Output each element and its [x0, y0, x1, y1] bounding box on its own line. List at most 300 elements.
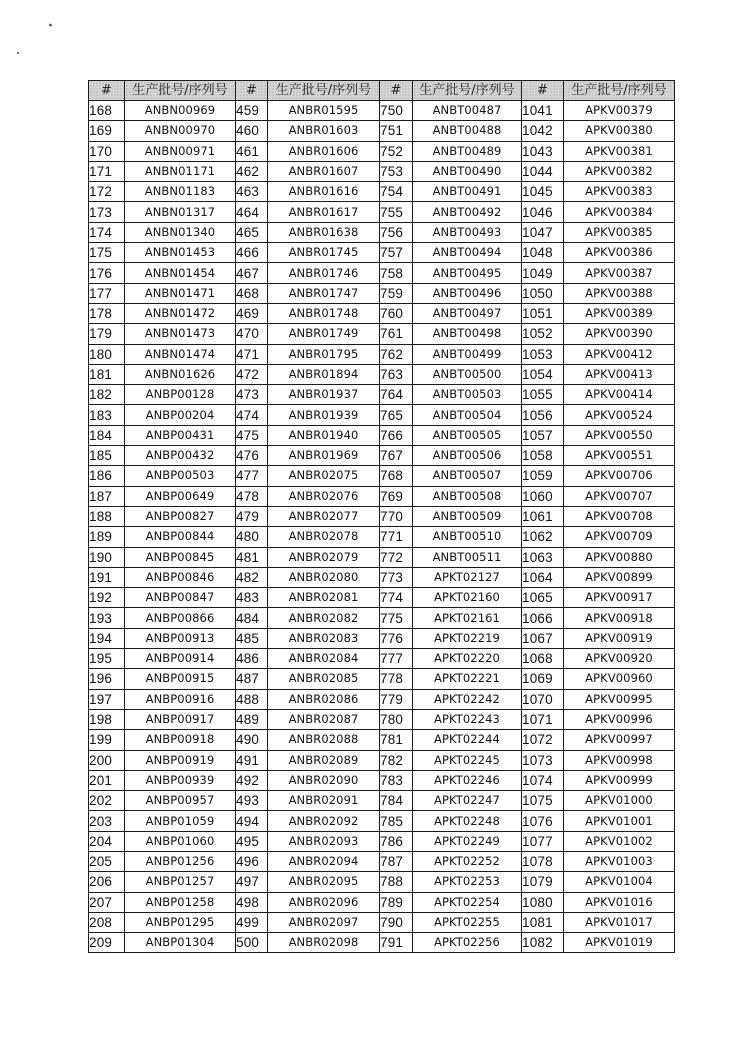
serial-number-cell: ANBT00506 [413, 446, 522, 466]
serial-number-cell: ANBR01746 [268, 263, 380, 283]
row-index-cell: 494 [236, 811, 268, 831]
row-index-cell: 1072 [522, 730, 564, 750]
row-index-cell: 1057 [522, 425, 564, 445]
serial-number-cell: APKV00960 [564, 669, 675, 689]
row-index-cell: 192 [89, 588, 125, 608]
row-index-cell: 486 [236, 649, 268, 669]
table-row [89, 567, 675, 587]
serial-number-cell: APKV00390 [564, 324, 675, 344]
row-index-cell: 1082 [522, 933, 564, 953]
serial-number-cell: APKV00709 [564, 527, 675, 547]
row-index-cell: 760 [380, 303, 413, 323]
row-index-cell: 751 [380, 121, 413, 141]
row-index-cell: 481 [236, 547, 268, 567]
row-index-cell: 777 [380, 649, 413, 669]
row-index-cell: 763 [380, 364, 413, 384]
serial-number-cell: ANBR01939 [268, 405, 380, 425]
row-index-cell: 175 [89, 243, 125, 263]
row-index-cell: 769 [380, 486, 413, 506]
serial-number-cell: ANBR01606 [268, 141, 380, 161]
table-row [89, 608, 675, 628]
serial-number-cell: ANBT00500 [413, 364, 522, 384]
row-index-cell: 780 [380, 709, 413, 729]
row-index-cell: 174 [89, 222, 125, 242]
row-index-cell: 460 [236, 121, 268, 141]
row-index-cell: 1059 [522, 466, 564, 486]
row-index-cell: 774 [380, 588, 413, 608]
row-index-cell: 181 [89, 364, 125, 384]
serial-number-cell: ANBP00846 [125, 567, 236, 587]
row-index-cell: 788 [380, 872, 413, 892]
table-row [89, 263, 675, 283]
table-row [89, 243, 675, 263]
row-index-cell: 180 [89, 344, 125, 364]
column-header-serial: 生产批号/序列号 [564, 81, 675, 101]
row-index-cell: 199 [89, 730, 125, 750]
row-index-cell: 767 [380, 446, 413, 466]
serial-number-cell: APKT02220 [413, 649, 522, 669]
serial-number-cell: ANBR02085 [268, 669, 380, 689]
row-index-cell: 489 [236, 709, 268, 729]
row-index-cell: 479 [236, 506, 268, 526]
row-index-cell: 787 [380, 851, 413, 871]
serial-number-cell: ANBP00503 [125, 466, 236, 486]
row-index-cell: 480 [236, 527, 268, 547]
row-index-cell: 1061 [522, 506, 564, 526]
serial-number-cell: APKV01017 [564, 912, 675, 932]
serial-number-cell: ANBP00432 [125, 446, 236, 466]
row-index-cell: 1054 [522, 364, 564, 384]
serial-number-cell: APKV00381 [564, 141, 675, 161]
serial-number-cell: APKT02243 [413, 709, 522, 729]
serial-number-cell: ANBT00509 [413, 506, 522, 526]
serial-number-cell: APKV00995 [564, 689, 675, 709]
serial-number-cell: ANBP00916 [125, 689, 236, 709]
row-index-cell: 476 [236, 446, 268, 466]
serial-number-cell: APKV00524 [564, 405, 675, 425]
row-index-cell: 171 [89, 161, 125, 181]
serial-number-cell: ANBP01060 [125, 831, 236, 851]
table-row [89, 770, 675, 790]
serial-number-cell: APKV01004 [564, 872, 675, 892]
table-row [89, 364, 675, 384]
row-index-cell: 477 [236, 466, 268, 486]
row-index-cell: 470 [236, 324, 268, 344]
serial-number-cell: APKV00998 [564, 750, 675, 770]
serial-number-cell: ANBT00490 [413, 161, 522, 181]
row-index-cell: 485 [236, 628, 268, 648]
serial-number-cell: APKV00413 [564, 364, 675, 384]
serial-number-cell: ANBR02088 [268, 730, 380, 750]
serial-number-cell: ANBN00971 [125, 141, 236, 161]
serial-number-cell: ANBT00510 [413, 527, 522, 547]
serial-number-cell: ANBR01745 [268, 243, 380, 263]
serial-number-cell: ANBN01340 [125, 222, 236, 242]
row-index-cell: 463 [236, 182, 268, 202]
serial-number-cell: ANBN00970 [125, 121, 236, 141]
table-body [89, 101, 675, 953]
row-index-cell: 177 [89, 283, 125, 303]
column-header-index: # [236, 81, 268, 101]
table-row [89, 831, 675, 851]
table-row [89, 547, 675, 567]
row-index-cell: 1058 [522, 446, 564, 466]
serial-number-cell: ANBP00917 [125, 709, 236, 729]
row-index-cell: 491 [236, 750, 268, 770]
table-row [89, 892, 675, 912]
row-index-cell: 1062 [522, 527, 564, 547]
row-index-cell: 757 [380, 243, 413, 263]
serial-number-cell: APKV00919 [564, 628, 675, 648]
serial-number-cell: APKT02219 [413, 628, 522, 648]
serial-number-cell: ANBP00913 [125, 628, 236, 648]
row-index-cell: 208 [89, 912, 125, 932]
row-index-cell: 207 [89, 892, 125, 912]
row-index-cell: 465 [236, 222, 268, 242]
serial-number-cell: ANBP00919 [125, 750, 236, 770]
table-row [89, 141, 675, 161]
serial-number-cell: ANBR02090 [268, 770, 380, 790]
serial-number-cell: ANBP00915 [125, 669, 236, 689]
table-row [89, 486, 675, 506]
row-index-cell: 784 [380, 791, 413, 811]
scan-speck [17, 52, 19, 54]
column-header-serial: 生产批号/序列号 [413, 81, 522, 101]
row-index-cell: 1050 [522, 283, 564, 303]
serial-number-cell: ANBP00827 [125, 506, 236, 526]
serial-number-cell: ANBR02096 [268, 892, 380, 912]
serial-number-cell: ANBP00914 [125, 649, 236, 669]
serial-number-cell: APKT02244 [413, 730, 522, 750]
serial-number-cell: APKT02160 [413, 588, 522, 608]
row-index-cell: 198 [89, 709, 125, 729]
row-index-cell: 464 [236, 202, 268, 222]
row-index-cell: 475 [236, 425, 268, 445]
row-index-cell: 478 [236, 486, 268, 506]
serial-number-cell: ANBR02093 [268, 831, 380, 851]
row-index-cell: 195 [89, 649, 125, 669]
row-index-cell: 1076 [522, 811, 564, 831]
row-index-cell: 495 [236, 831, 268, 851]
row-index-cell: 779 [380, 689, 413, 709]
row-index-cell: 183 [89, 405, 125, 425]
column-header-serial: 生产批号/序列号 [268, 81, 380, 101]
row-index-cell: 1070 [522, 689, 564, 709]
row-index-cell: 766 [380, 425, 413, 445]
row-index-cell: 1065 [522, 588, 564, 608]
serial-number-cell: APKT02221 [413, 669, 522, 689]
serial-number-cell: ANBR02091 [268, 791, 380, 811]
row-index-cell: 1043 [522, 141, 564, 161]
serial-number-cell: ANBR02098 [268, 933, 380, 953]
row-index-cell: 169 [89, 121, 125, 141]
table-row [89, 202, 675, 222]
serial-number-cell: ANBR01638 [268, 222, 380, 242]
serial-number-cell: ANBN01626 [125, 364, 236, 384]
serial-number-cell: ANBT00508 [413, 486, 522, 506]
row-index-cell: 206 [89, 872, 125, 892]
row-index-cell: 184 [89, 425, 125, 445]
row-index-cell: 791 [380, 933, 413, 953]
row-index-cell: 469 [236, 303, 268, 323]
table-row [89, 121, 675, 141]
table-row [89, 912, 675, 932]
table-row [89, 303, 675, 323]
serial-number-cell: APKV00880 [564, 547, 675, 567]
serial-number-cell: ANBR01795 [268, 344, 380, 364]
table-row [89, 872, 675, 892]
serial-number-cell: ANBP01256 [125, 851, 236, 871]
serial-number-cell: ANBP00866 [125, 608, 236, 628]
row-index-cell: 483 [236, 588, 268, 608]
serial-number-cell: APKV00918 [564, 608, 675, 628]
row-index-cell: 493 [236, 791, 268, 811]
serial-number-cell: ANBR02089 [268, 750, 380, 770]
row-index-cell: 187 [89, 486, 125, 506]
serial-number-cell: ANBR02084 [268, 649, 380, 669]
serial-number-cell: ANBP00847 [125, 588, 236, 608]
row-index-cell: 193 [89, 608, 125, 628]
serial-number-cell: ANBT00511 [413, 547, 522, 567]
row-index-cell: 205 [89, 851, 125, 871]
serial-number-cell: APKT02246 [413, 770, 522, 790]
table-row [89, 446, 675, 466]
serial-number-cell: ANBP00431 [125, 425, 236, 445]
row-index-cell: 178 [89, 303, 125, 323]
serial-number-cell: APKT02161 [413, 608, 522, 628]
table-row [89, 283, 675, 303]
serial-number-cell: ANBR01617 [268, 202, 380, 222]
serial-number-cell: ANBN01171 [125, 161, 236, 181]
row-index-cell: 201 [89, 770, 125, 790]
row-index-cell: 202 [89, 791, 125, 811]
serial-number-cell: ANBR01940 [268, 425, 380, 445]
serial-number-cell: ANBP00957 [125, 791, 236, 811]
row-index-cell: 782 [380, 750, 413, 770]
row-index-cell: 482 [236, 567, 268, 587]
serial-number-cell: APKT02252 [413, 851, 522, 871]
row-index-cell: 764 [380, 385, 413, 405]
serial-number-cell: ANBR01603 [268, 121, 380, 141]
serial-number-cell: APKT02249 [413, 831, 522, 851]
serial-number-cell: ANBT00494 [413, 243, 522, 263]
serial-number-cell: ANBR02095 [268, 872, 380, 892]
serial-number-cell: ANBR02075 [268, 466, 380, 486]
row-index-cell: 756 [380, 222, 413, 242]
row-index-cell: 1063 [522, 547, 564, 567]
row-index-cell: 753 [380, 161, 413, 181]
row-index-cell: 194 [89, 628, 125, 648]
serial-number-cell: ANBT00495 [413, 263, 522, 283]
column-header-index: # [380, 81, 413, 101]
row-index-cell: 778 [380, 669, 413, 689]
row-index-cell: 1066 [522, 608, 564, 628]
table-row [89, 466, 675, 486]
row-index-cell: 191 [89, 567, 125, 587]
serial-number-cell: ANBR02079 [268, 547, 380, 567]
row-index-cell: 1069 [522, 669, 564, 689]
row-index-cell: 176 [89, 263, 125, 283]
row-index-cell: 168 [89, 101, 125, 121]
row-index-cell: 772 [380, 547, 413, 567]
serial-number-cell: ANBR01749 [268, 324, 380, 344]
serial-number-cell: APKT02255 [413, 912, 522, 932]
row-index-cell: 186 [89, 466, 125, 486]
row-index-cell: 1056 [522, 405, 564, 425]
serial-number-cell: APKV01016 [564, 892, 675, 912]
serial-number-cell: ANBR02087 [268, 709, 380, 729]
serial-number-cell: APKV01003 [564, 851, 675, 871]
row-index-cell: 1075 [522, 791, 564, 811]
table-row [89, 425, 675, 445]
serial-number-cell: ANBR02086 [268, 689, 380, 709]
table-row [89, 811, 675, 831]
row-index-cell: 197 [89, 689, 125, 709]
row-index-cell: 1044 [522, 161, 564, 181]
row-index-cell: 1073 [522, 750, 564, 770]
table-row [89, 669, 675, 689]
serial-number-cell: ANBT00498 [413, 324, 522, 344]
row-index-cell: 771 [380, 527, 413, 547]
serial-number-cell: ANBR01616 [268, 182, 380, 202]
serial-number-cell: APKV00996 [564, 709, 675, 729]
table-row [89, 750, 675, 770]
row-index-cell: 1074 [522, 770, 564, 790]
column-header-serial: 生产批号/序列号 [125, 81, 236, 101]
row-index-cell: 179 [89, 324, 125, 344]
serial-number-cell: APKV01000 [564, 791, 675, 811]
row-index-cell: 459 [236, 101, 268, 121]
row-index-cell: 200 [89, 750, 125, 770]
row-index-cell: 461 [236, 141, 268, 161]
row-index-cell: 492 [236, 770, 268, 790]
serial-number-cell: APKV00706 [564, 466, 675, 486]
serial-number-cell: APKV00384 [564, 202, 675, 222]
serial-number-cell: ANBT00487 [413, 101, 522, 121]
column-header-index: # [522, 81, 564, 101]
serial-number-cell: ANBR02097 [268, 912, 380, 932]
row-index-cell: 1067 [522, 628, 564, 648]
serial-number-cell: APKV00387 [564, 263, 675, 283]
serial-number-cell: ANBT00505 [413, 425, 522, 445]
serial-number-cell: ANBT00507 [413, 466, 522, 486]
serial-number-cell: ANBT00497 [413, 303, 522, 323]
serial-number-cell: APKV01019 [564, 933, 675, 953]
serial-number-cell: ANBR02078 [268, 527, 380, 547]
serial-number-cell: APKV00380 [564, 121, 675, 141]
row-index-cell: 1041 [522, 101, 564, 121]
serial-number-cell: ANBP01295 [125, 912, 236, 932]
row-index-cell: 761 [380, 324, 413, 344]
serial-number-cell: ANBP00918 [125, 730, 236, 750]
serial-number-cell: ANBR02076 [268, 486, 380, 506]
row-index-cell: 758 [380, 263, 413, 283]
serial-number-cell: ANBP00649 [125, 486, 236, 506]
row-index-cell: 789 [380, 892, 413, 912]
serial-number-cell: APKV00917 [564, 588, 675, 608]
row-index-cell: 468 [236, 283, 268, 303]
serial-number-cell: APKT02242 [413, 689, 522, 709]
serial-number-cell: APKV00707 [564, 486, 675, 506]
row-index-cell: 474 [236, 405, 268, 425]
serial-number-cell: ANBR01607 [268, 161, 380, 181]
row-index-cell: 490 [236, 730, 268, 750]
serial-number-cell: APKV00551 [564, 446, 675, 466]
row-index-cell: 783 [380, 770, 413, 790]
row-index-cell: 1049 [522, 263, 564, 283]
serial-number-cell: APKT02245 [413, 750, 522, 770]
row-index-cell: 462 [236, 161, 268, 181]
table-row [89, 730, 675, 750]
table-row [89, 791, 675, 811]
row-index-cell: 466 [236, 243, 268, 263]
row-index-cell: 1068 [522, 649, 564, 669]
row-index-cell: 785 [380, 811, 413, 831]
serial-number-cell: APKT02127 [413, 567, 522, 587]
serial-number-cell: APKV00999 [564, 770, 675, 790]
serial-number-cell: ANBR01969 [268, 446, 380, 466]
table-row [89, 222, 675, 242]
serial-number-cell: ANBR02081 [268, 588, 380, 608]
serial-number-cell: ANBR02083 [268, 628, 380, 648]
row-index-cell: 759 [380, 283, 413, 303]
row-index-cell: 786 [380, 831, 413, 851]
serial-number-cell: ANBN01473 [125, 324, 236, 344]
serial-number-cell: ANBN01471 [125, 283, 236, 303]
row-index-cell: 752 [380, 141, 413, 161]
table-row [89, 385, 675, 405]
serial-number-cell: APKV00708 [564, 506, 675, 526]
row-index-cell: 1046 [522, 202, 564, 222]
table-row [89, 527, 675, 547]
row-index-cell: 765 [380, 405, 413, 425]
column-header-index: # [89, 81, 125, 101]
serial-number-cell: APKT02256 [413, 933, 522, 953]
serial-number-cell: APKV00388 [564, 283, 675, 303]
row-index-cell: 1077 [522, 831, 564, 851]
table-row [89, 182, 675, 202]
serial-number-cell: APKV00412 [564, 344, 675, 364]
serial-number-cell: ANBN01454 [125, 263, 236, 283]
serial-number-cell: APKV00414 [564, 385, 675, 405]
table-row [89, 933, 675, 953]
row-index-cell: 1080 [522, 892, 564, 912]
table-header-row [89, 81, 675, 101]
row-index-cell: 1081 [522, 912, 564, 932]
row-index-cell: 1053 [522, 344, 564, 364]
row-index-cell: 473 [236, 385, 268, 405]
row-index-cell: 754 [380, 182, 413, 202]
row-index-cell: 185 [89, 446, 125, 466]
row-index-cell: 781 [380, 730, 413, 750]
serial-number-cell: ANBT00492 [413, 202, 522, 222]
serial-number-cell: ANBR01747 [268, 283, 380, 303]
serial-number-cell: ANBT00489 [413, 141, 522, 161]
table-row [89, 101, 675, 121]
serial-number-cell: APKT02254 [413, 892, 522, 912]
table-row [89, 506, 675, 526]
serial-number-cell: ANBR01595 [268, 101, 380, 121]
serial-number-cell: ANBR01894 [268, 364, 380, 384]
serial-number-cell: ANBP01257 [125, 872, 236, 892]
row-index-cell: 775 [380, 608, 413, 628]
serial-number-cell: APKV00385 [564, 222, 675, 242]
row-index-cell: 497 [236, 872, 268, 892]
row-index-cell: 1064 [522, 567, 564, 587]
row-index-cell: 204 [89, 831, 125, 851]
row-index-cell: 762 [380, 344, 413, 364]
row-index-cell: 1079 [522, 872, 564, 892]
